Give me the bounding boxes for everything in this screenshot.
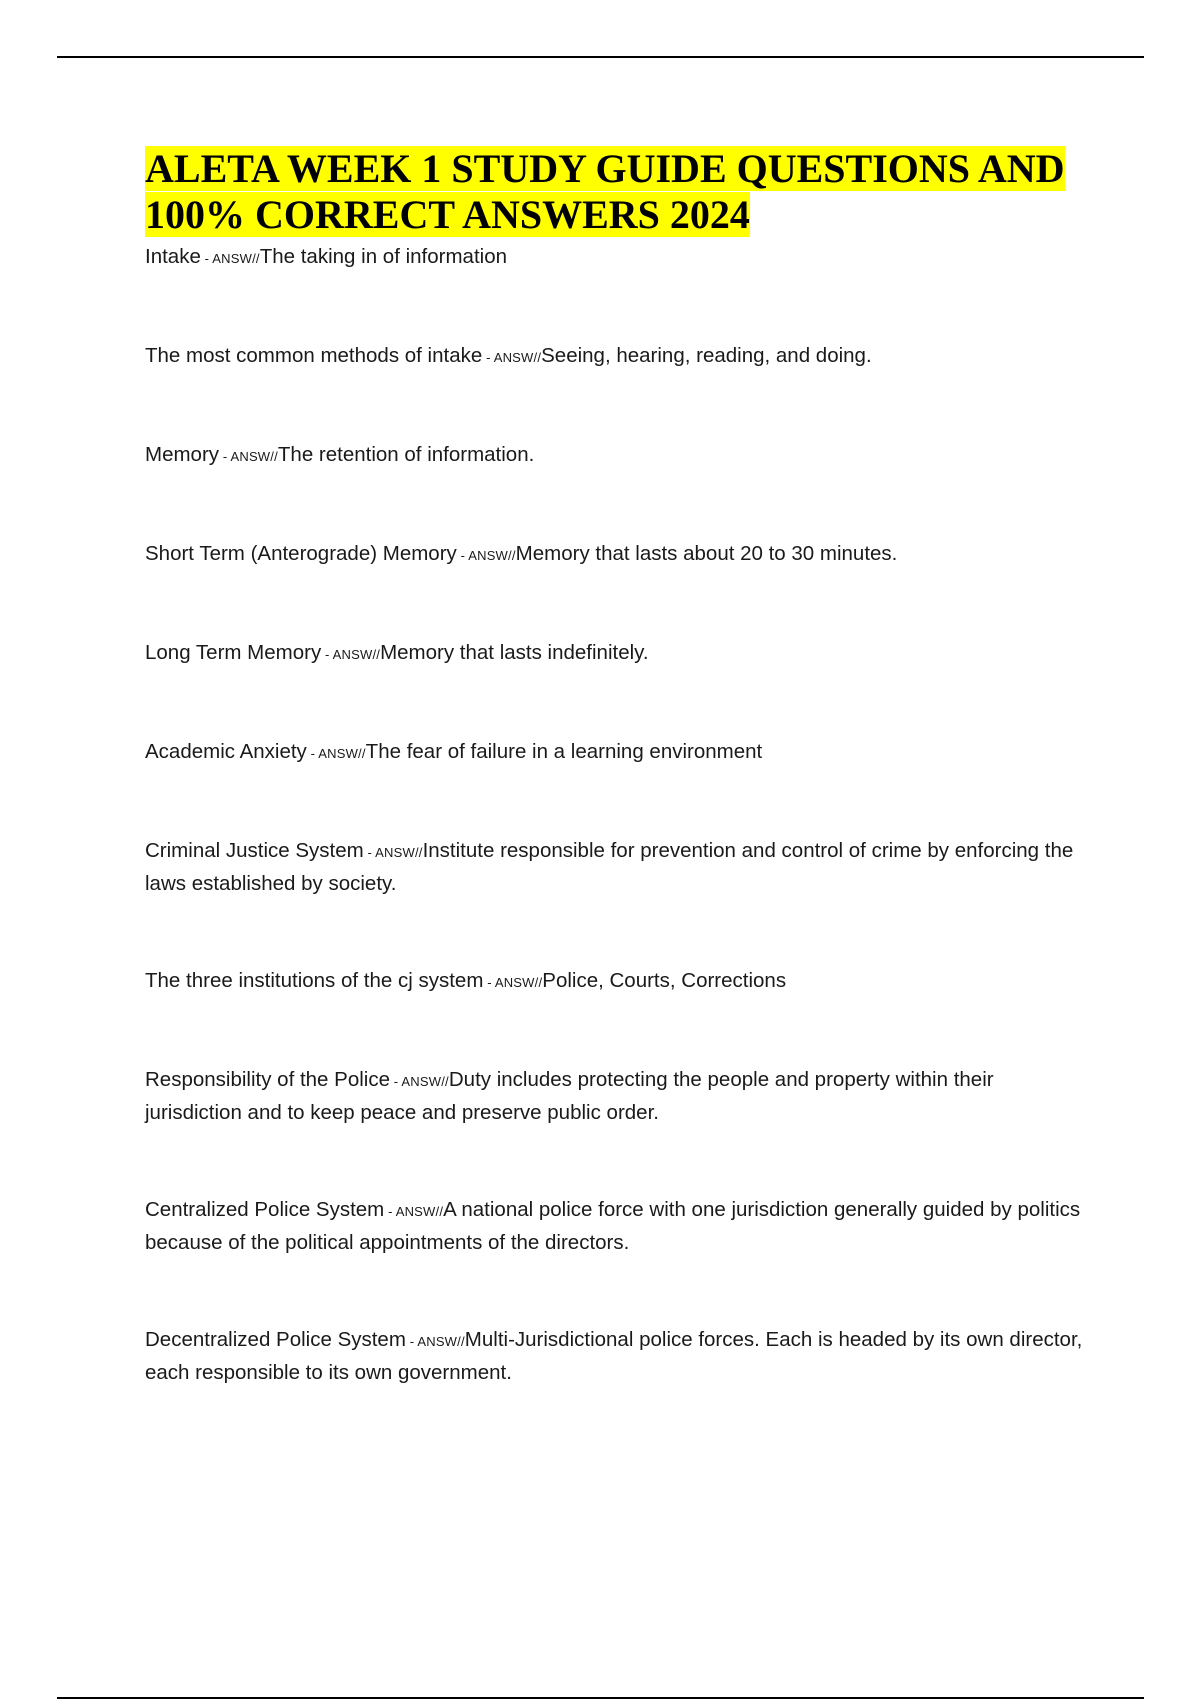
qa-answer: The taking in of information bbox=[259, 245, 507, 268]
qa-entry bbox=[145, 1064, 1090, 1128]
qa-separator: - ANSW// bbox=[390, 1074, 449, 1089]
qa-term: Centralized Police System bbox=[145, 1198, 385, 1221]
qa-answer: The retention of information. bbox=[277, 443, 535, 466]
qa-term: The three institutions of the cj system bbox=[145, 969, 484, 992]
document-title bbox=[145, 146, 1090, 238]
qa-answer: Memory that lasts indefinitely. bbox=[380, 641, 649, 664]
qa-list bbox=[145, 241, 1090, 1388]
qa-answer: Duty includes protecting the people and property within their jurisdiction and to keep peace and preserve public order. bbox=[145, 1068, 994, 1124]
qa-term: Criminal Justice System bbox=[145, 839, 364, 862]
qa-term: Academic Anxiety bbox=[145, 740, 307, 763]
qa-entry bbox=[145, 439, 1090, 472]
qa-entry bbox=[145, 835, 1090, 899]
qa-term: Intake bbox=[145, 245, 201, 268]
top-rule bbox=[57, 56, 1144, 58]
qa-term: Decentralized Police System bbox=[145, 1328, 406, 1351]
qa-entry bbox=[145, 965, 1090, 998]
qa-separator: - ANSW// bbox=[321, 647, 381, 662]
qa-entry bbox=[145, 538, 1090, 571]
qa-separator: - ANSW// bbox=[306, 746, 366, 761]
qa-entry bbox=[145, 637, 1090, 670]
qa-separator: - ANSW// bbox=[200, 251, 260, 266]
qa-answer: Police, Courts, Corrections bbox=[542, 969, 787, 992]
qa-answer: Seeing, hearing, reading, and doing. bbox=[541, 344, 872, 367]
qa-separator: - ANSW// bbox=[483, 975, 543, 990]
qa-term: Long Term Memory bbox=[145, 641, 322, 664]
qa-answer: Multi-Jurisdictional police forces. Each is headed by its own director, each responsible to its own government. bbox=[145, 1328, 1083, 1384]
qa-entry bbox=[145, 736, 1090, 769]
qa-answer: The fear of failure in a learning environment bbox=[365, 740, 763, 763]
qa-separator: - ANSW// bbox=[405, 1334, 465, 1349]
qa-separator: - ANSW// bbox=[219, 449, 278, 464]
qa-entry bbox=[145, 340, 1090, 373]
qa-entry bbox=[145, 241, 1090, 274]
qa-separator: - ANSW// bbox=[482, 350, 542, 365]
qa-separator: - ANSW// bbox=[456, 548, 516, 563]
document-body bbox=[145, 146, 1090, 1388]
qa-entry bbox=[145, 1324, 1090, 1388]
qa-separator: - ANSW// bbox=[384, 1204, 444, 1219]
qa-answer: Memory that lasts about 20 to 30 minutes. bbox=[515, 542, 898, 565]
bottom-rule bbox=[57, 1697, 1144, 1699]
qa-term: Memory bbox=[145, 443, 220, 466]
title-highlight: ALETA WEEK 1 STUDY GUIDE QUESTIONS AND 100% CORRECT ANSWERS 2024 bbox=[145, 146, 1065, 237]
qa-term: Short Term (Anterograde) Memory bbox=[145, 542, 457, 565]
qa-answer: A national police force with one jurisdiction generally guided by politics because of the political appointments of the directors. bbox=[145, 1198, 1081, 1254]
qa-separator: - ANSW// bbox=[363, 845, 423, 860]
qa-term: Responsibility of the Police bbox=[145, 1068, 390, 1091]
qa-entry bbox=[145, 1194, 1090, 1258]
qa-answer: Institute responsible for prevention and control of crime by enforcing the laws established by society. bbox=[145, 839, 1074, 895]
qa-term: The most common methods of intake bbox=[145, 344, 483, 367]
